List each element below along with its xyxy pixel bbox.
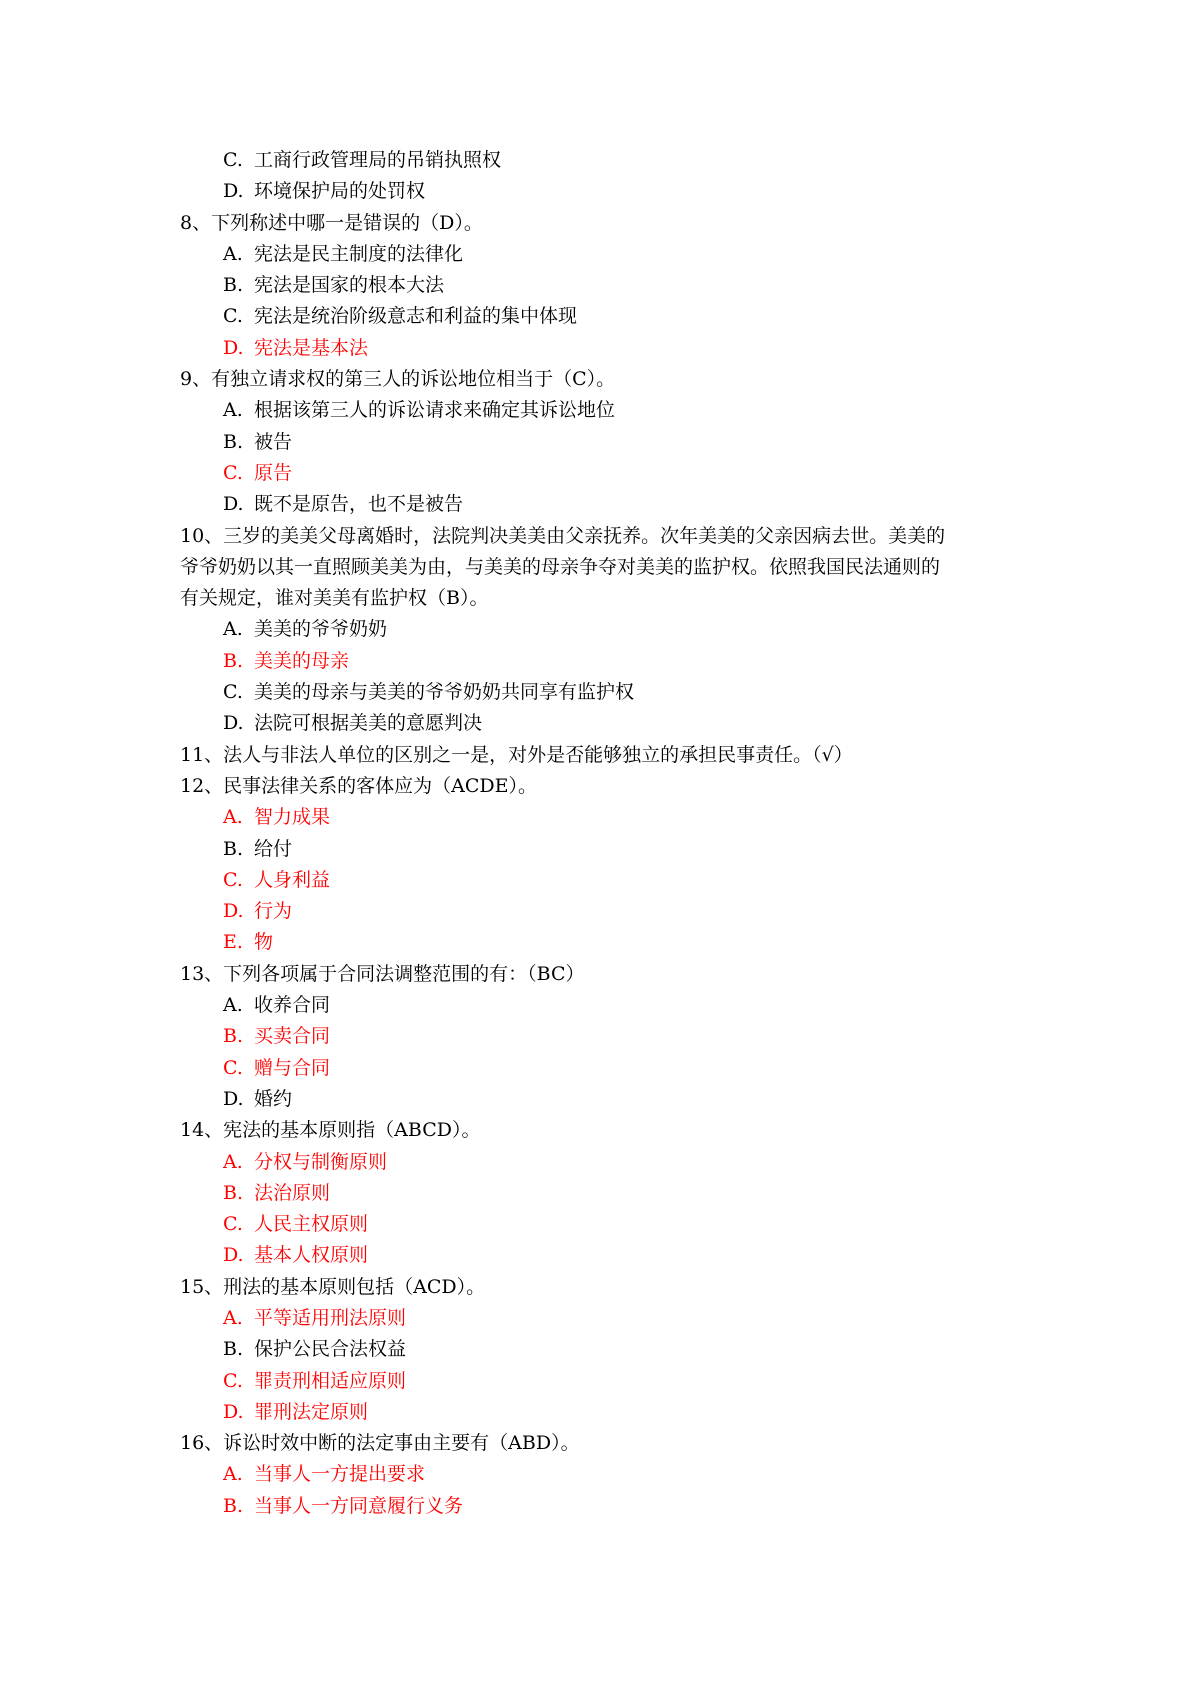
question-line: 10、三岁的美美父母离婚时，法院判决美美由父亲抚养。次年美美的父亲因病去世。美美的 <box>180 524 946 547</box>
answer-option-correct <box>0 1459 1191 1490</box>
answer-option-correct <box>0 1366 1191 1397</box>
option-letter: B. <box>223 1025 244 1048</box>
option-letter: B. <box>223 837 244 860</box>
question-line: 14、宪法的基本原则指（ABCD）。 <box>180 1119 481 1142</box>
option-letter: D. <box>223 180 244 203</box>
option-letter: B. <box>223 1338 244 1361</box>
option-text: 平等适用刑法原则 <box>254 1306 407 1329</box>
option-letter: C. <box>223 681 243 704</box>
option-text: 行为 <box>254 900 293 923</box>
option-letter: A. <box>223 242 243 265</box>
answer-option <box>0 270 1191 301</box>
answer-option-correct <box>0 896 1191 927</box>
option-letter: D. <box>223 1400 244 1423</box>
option-text: 人身利益 <box>254 868 331 891</box>
answer-option-correct <box>0 1178 1191 1209</box>
option-letter: B. <box>223 649 244 672</box>
option-text: 婚约 <box>254 1087 293 1110</box>
option-letter: A. <box>223 618 243 641</box>
option-text: 罪责刑相适应原则 <box>254 1369 407 1392</box>
option-text: 保护公民合法权益 <box>254 1338 407 1361</box>
option-letter: D. <box>223 712 244 735</box>
option-letter: D. <box>223 336 244 359</box>
option-text: 人民主权原则 <box>254 1213 369 1236</box>
answer-option-correct <box>0 1053 1191 1084</box>
option-letter: C. <box>223 149 243 171</box>
option-letter: C. <box>223 305 243 328</box>
option-letter: C. <box>223 461 243 484</box>
option-text: 买卖合同 <box>254 1025 331 1048</box>
answer-option <box>0 301 1191 332</box>
answer-option-correct <box>0 646 1191 677</box>
option-text: 宪法是国家的根本大法 <box>254 274 445 297</box>
question-line: 爷爷奶奶以其一直照顾美美为由，与美美的母亲争夺对美美的监护权。依照我国民法通则的 <box>180 555 941 578</box>
option-text: 给付 <box>254 837 293 860</box>
option-text: 罪刑法定原则 <box>254 1400 369 1423</box>
answer-option-correct <box>0 1303 1191 1334</box>
option-text: 原告 <box>254 461 293 484</box>
answer-option-correct <box>0 927 1191 958</box>
answer-option <box>0 489 1191 520</box>
option-letter: A. <box>223 399 243 422</box>
option-letter: C. <box>223 868 243 891</box>
question-line: 15、刑法的基本原则包括（ACD）。 <box>180 1275 486 1298</box>
option-letter: A. <box>223 994 243 1017</box>
question-line: 16、诉讼时效中断的法定事由主要有（ABD）。 <box>180 1432 580 1455</box>
option-letter: B. <box>223 1494 244 1517</box>
option-text: 法院可根据美美的意愿判决 <box>254 712 483 735</box>
question-line: 11、法人与非法人单位的区别之一是，对外是否能够独立的承担民事责任。（√） <box>180 743 853 766</box>
option-letter: C. <box>223 1056 243 1079</box>
answer-option <box>0 176 1191 207</box>
question-line: 8、下列称述中哪一是错误的（D）。 <box>180 211 483 234</box>
option-letter: C. <box>223 1213 243 1236</box>
option-text: 被告 <box>254 430 293 453</box>
answer-option <box>0 145 1191 176</box>
option-letter: B. <box>223 430 244 453</box>
option-letter: B. <box>223 274 244 297</box>
question-line: 13、下列各项属于合同法调整范围的有：（BC） <box>180 962 585 985</box>
question-line: 9、有独立请求权的第三人的诉讼地位相当于（C）。 <box>180 368 616 391</box>
option-letter: C. <box>223 1369 243 1392</box>
option-text: 智力成果 <box>254 806 331 829</box>
option-letter: D. <box>223 900 244 923</box>
option-letter: E. <box>223 931 243 954</box>
answer-option-correct <box>0 1491 1191 1522</box>
answer-option-correct <box>0 1209 1191 1240</box>
answer-option-correct <box>0 1240 1191 1271</box>
answer-option <box>0 990 1191 1021</box>
option-text: 基本人权原则 <box>254 1244 369 1267</box>
option-text: 物 <box>254 931 274 954</box>
answer-option-correct <box>0 1397 1191 1428</box>
option-letter: D. <box>223 1087 244 1110</box>
option-text: 既不是原告，也不是被告 <box>254 493 464 516</box>
option-letter: A. <box>223 1150 243 1173</box>
option-text: 当事人一方提出要求 <box>254 1463 426 1486</box>
option-letter: B. <box>223 1181 244 1204</box>
option-text: 美美的母亲 <box>254 649 350 672</box>
answer-option-correct <box>0 333 1191 364</box>
option-text: 环境保护局的处罚权 <box>254 180 426 203</box>
question-line: 12、民事法律关系的客体应为（ACDE）。 <box>180 774 538 797</box>
answer-option <box>0 239 1191 270</box>
answer-option <box>0 1084 1191 1115</box>
answer-option <box>0 1334 1191 1365</box>
option-text: 分权与制衡原则 <box>254 1150 388 1173</box>
option-letter: D. <box>223 493 244 516</box>
answer-option <box>0 834 1191 865</box>
option-text: 宪法是民主制度的法律化 <box>254 242 464 265</box>
option-text: 美美的爷爷奶奶 <box>254 618 388 641</box>
answer-option <box>0 708 1191 739</box>
option-text: 美美的母亲与美美的爷爷奶奶共同享有监护权 <box>254 681 635 704</box>
document-body <box>0 145 1191 1522</box>
question-line: 有关规定，谁对美美有监护权（B）。 <box>180 587 489 610</box>
option-text: 赠与合同 <box>254 1056 331 1079</box>
option-letter: A. <box>223 806 243 829</box>
option-text: 法治原则 <box>254 1181 331 1204</box>
option-text: 工商行政管理局的吊销执照权 <box>254 149 502 171</box>
answer-option-correct <box>0 865 1191 896</box>
option-text: 当事人一方同意履行义务 <box>254 1494 464 1517</box>
option-text: 收养合同 <box>254 994 331 1017</box>
option-letter: A. <box>223 1306 243 1329</box>
option-text: 宪法是统治阶级意志和利益的集中体现 <box>254 305 578 328</box>
option-letter: A. <box>223 1463 243 1486</box>
answer-option <box>0 677 1191 708</box>
answer-option <box>0 614 1191 645</box>
answer-option-correct <box>0 1147 1191 1178</box>
answer-option <box>0 427 1191 458</box>
answer-option-correct <box>0 1021 1191 1052</box>
answer-option <box>0 395 1191 426</box>
option-text: 根据该第三人的诉讼请求来确定其诉讼地位 <box>254 399 616 422</box>
answer-option-correct <box>0 458 1191 489</box>
option-text: 宪法是基本法 <box>254 336 369 359</box>
answer-option-correct <box>0 802 1191 833</box>
option-letter: D. <box>223 1244 244 1267</box>
